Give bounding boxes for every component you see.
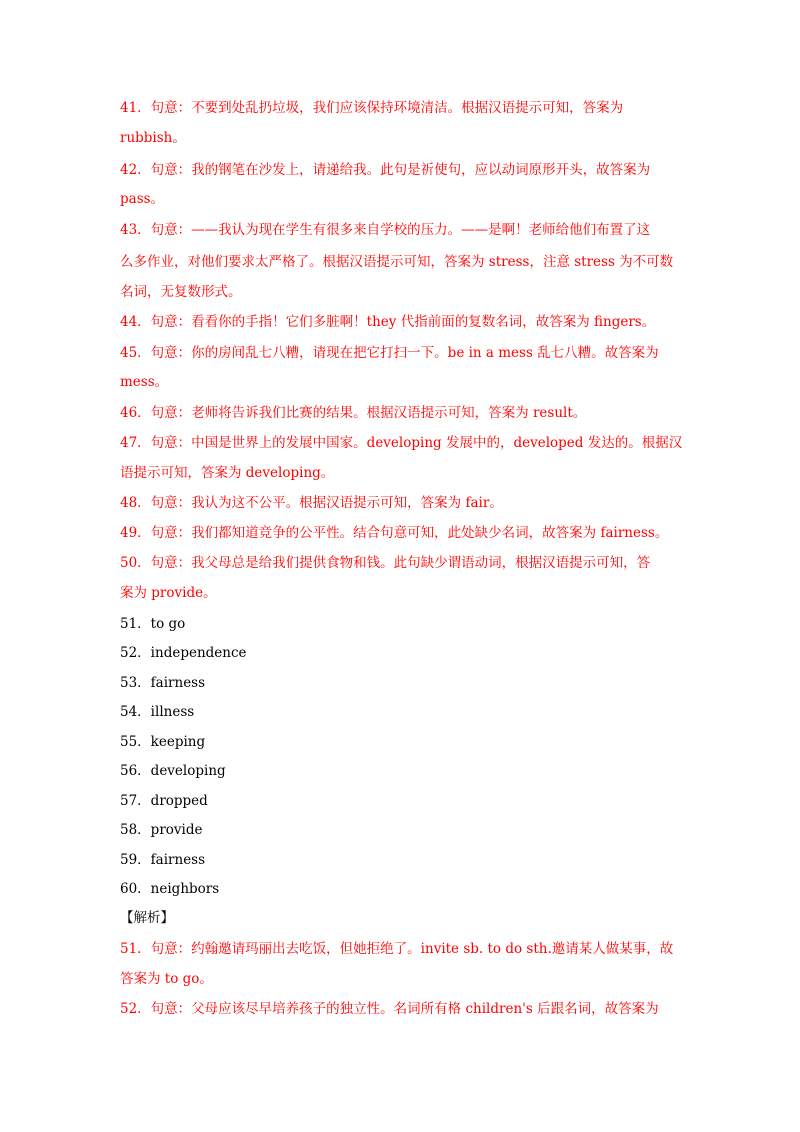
answer-51: 51．to go xyxy=(120,616,186,632)
answer-43-line-3: 名词，无复数形式。 xyxy=(120,284,242,300)
answer-41-line-1: 41．句意：不要到处乱扔垃圾，我们应该保持环境清洁。根据汉语提示可知，答案为 xyxy=(120,100,624,116)
answer-42-line-1: 42．句意：我的钢笔在沙发上，请递给我。此句是祈使句，应以动词原形开头，故答案为 xyxy=(120,162,651,178)
answer-60: 60．neighbors xyxy=(120,881,220,897)
answer-56: 56．developing xyxy=(120,763,226,779)
answer-41-line-2: rubbish。 xyxy=(120,130,186,146)
answer-57: 57．dropped xyxy=(120,793,208,809)
answer-55: 55．keeping xyxy=(120,734,206,750)
answer-59: 59．fairness xyxy=(120,852,206,868)
answer-45-line-1: 45．句意：你的房间乱七八糟，请现在把它打扫一下。be in a mess 乱七八糟。故答案为 xyxy=(120,345,659,361)
analysis-51-line-1: 51．句意：约翰邀请玛丽出去吃饭，但她拒绝了。invite sb. to do sth.邀请某人做某事，故 xyxy=(120,941,674,957)
answer-43-line-1: 43．句意：——我认为现在学生有很多来自学校的压力。——是啊！老师给他们布置了这 xyxy=(120,222,651,238)
answer-54: 54．illness xyxy=(120,704,195,720)
answer-49-line-1: 49．句意：我们都知道竞争的公平性。结合句意可知，此处缺少名词，故答案为 fairness。 xyxy=(120,525,669,541)
answer-47-line-1: 47．句意：中国是世界上的发展中国家。developing 发展中的，developed 发达的。根据汉 xyxy=(120,435,683,451)
analysis-heading: 【解析】 xyxy=(120,910,174,926)
answer-42-line-2: pass。 xyxy=(120,191,165,207)
answer-44-line-1: 44．句意：看看你的手指！它们多脏啊！they 代指前面的复数名词，故答案为 fingers。 xyxy=(120,314,656,330)
analysis-51-line-2: 答案为 to go。 xyxy=(120,971,213,987)
answer-58: 58．provide xyxy=(120,822,203,838)
answer-43-line-2: 么多作业，对他们要求太严格了。根据汉语提示可知，答案为 stress，注意 stress 为不可数 xyxy=(120,254,674,270)
answer-46-line-1: 46．句意：老师将告诉我们比赛的结果。根据汉语提示可知，答案为 result。 xyxy=(120,405,587,421)
answer-48-line-1: 48．句意：我认为这不公平。根据汉语提示可知，答案为 fair。 xyxy=(120,495,503,511)
analysis-52-line-1: 52．句意：父母应该尽早培养孩子的独立性。名词所有格 children's 后跟名词，故答案为 xyxy=(120,1001,659,1017)
answer-50-line-2: 案为 provide。 xyxy=(120,585,217,601)
answer-50-line-1: 50．句意：我父母总是给我们提供食物和钱。此句缺少谓语动词，根据汉语提示可知，答 xyxy=(120,555,651,571)
answer-45-line-2: mess。 xyxy=(120,374,169,390)
answer-52: 52．independence xyxy=(120,645,247,661)
answer-53: 53．fairness xyxy=(120,675,206,691)
answer-47-line-2: 语提示可知，答案为 developing。 xyxy=(120,465,335,481)
